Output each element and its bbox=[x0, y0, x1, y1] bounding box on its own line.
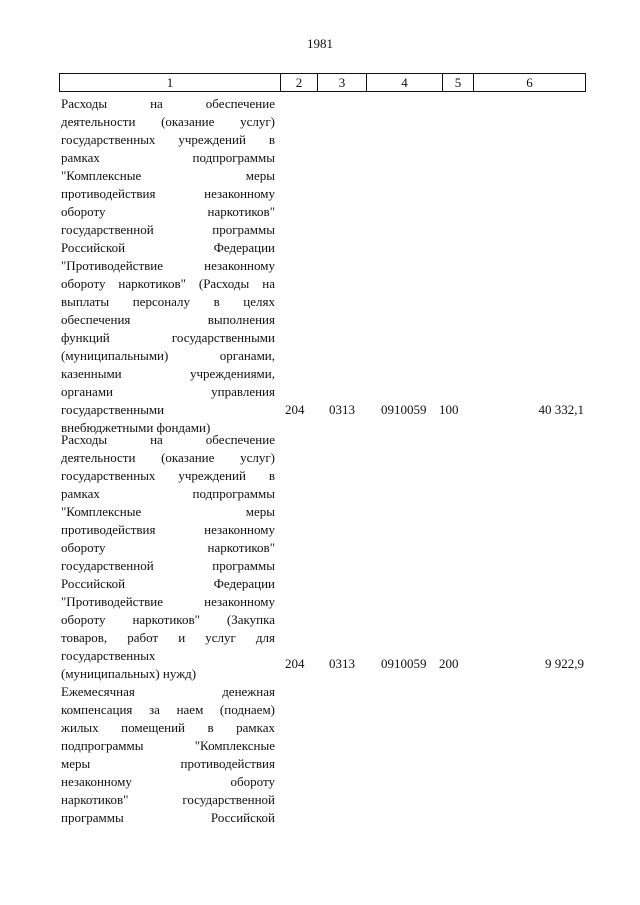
description-line: "Комплексные меры bbox=[61, 504, 275, 519]
description-line: деятельности (оказание услуг) bbox=[61, 450, 275, 465]
table-header bbox=[59, 73, 586, 92]
description-line: противодействия незаконному bbox=[61, 186, 275, 201]
table-row bbox=[59, 683, 584, 827]
description-line: Расходы на обеспечение bbox=[61, 96, 275, 111]
description-line: обороту наркотиков" bbox=[61, 204, 275, 219]
description-line: наркотиков" государственной bbox=[61, 792, 275, 807]
row-description bbox=[61, 683, 275, 827]
description-line: обороту наркотиков" bbox=[61, 540, 275, 555]
description-line: государственными bbox=[61, 402, 165, 417]
description-line: (муниципальными) органами, bbox=[61, 348, 275, 363]
header-col-3: 3 bbox=[317, 74, 366, 91]
description-line: обеспечения выполнения bbox=[61, 312, 275, 327]
cell-vr: 200 bbox=[439, 656, 459, 671]
description-line: жилых помещений в рамках bbox=[61, 720, 275, 735]
cell-sum: 40 332,1 bbox=[538, 402, 584, 417]
page-number: 1981 bbox=[307, 36, 333, 51]
row-description bbox=[61, 431, 275, 683]
description-line: Расходы на обеспечение bbox=[61, 432, 275, 447]
cell-vr: 100 bbox=[439, 402, 459, 417]
description-line: выплаты персоналу в целях bbox=[61, 294, 275, 309]
cell-target: 0910059 bbox=[381, 402, 427, 417]
description-line: Ежемесячная денежная bbox=[61, 684, 275, 699]
description-line: государственной программы bbox=[61, 558, 275, 573]
cell-section: 0313 bbox=[329, 402, 355, 417]
cell-gl: 204 bbox=[285, 656, 305, 671]
description-line: незаконному обороту bbox=[61, 774, 275, 789]
description-line: "Противодействие незаконному bbox=[61, 594, 275, 609]
table-row bbox=[59, 431, 584, 681]
row-description bbox=[61, 95, 275, 437]
table-row bbox=[59, 95, 584, 435]
description-line: государственных учреждений в bbox=[61, 468, 275, 483]
cell-sum: 9 922,9 bbox=[545, 656, 584, 671]
cell-gl: 204 bbox=[285, 402, 305, 417]
description-line: деятельности (оказание услуг) bbox=[61, 114, 275, 129]
description-line: обороту наркотиков" (Закупка bbox=[61, 612, 275, 627]
cell-section: 0313 bbox=[329, 656, 355, 671]
description-line: "Противодействие незаконному bbox=[61, 258, 275, 273]
cell-target: 0910059 bbox=[381, 656, 427, 671]
description-line: (муниципальных) нужд) bbox=[61, 666, 197, 681]
header-col-1: 1 bbox=[166, 75, 174, 90]
description-line: "Комплексные меры bbox=[61, 168, 275, 183]
description-line: государственных учреждений в bbox=[61, 132, 275, 147]
header-col-6: 6 bbox=[473, 74, 585, 91]
description-line: Российской Федерации bbox=[61, 576, 275, 591]
description-line: противодействия незаконному bbox=[61, 522, 275, 537]
header-col-4: 4 bbox=[366, 74, 442, 91]
header-col-5: 5 bbox=[442, 74, 473, 91]
header-col-2: 2 bbox=[280, 74, 317, 91]
description-line: рамках подпрограммы bbox=[61, 486, 275, 501]
description-line: программы Российской bbox=[61, 810, 275, 825]
description-line: компенсация за наем (поднаем) bbox=[61, 702, 275, 717]
description-line: меры противодействия bbox=[61, 756, 275, 771]
description-line: казенными учреждениями, bbox=[61, 366, 275, 381]
description-line: товаров, работ и услуг для bbox=[61, 630, 275, 645]
description-line: функций государственными bbox=[61, 330, 275, 345]
description-line: государственных bbox=[61, 648, 156, 663]
description-line: обороту наркотиков" (Расходы на bbox=[61, 276, 275, 291]
description-line: подпрограммы "Комплексные bbox=[61, 738, 275, 753]
description-line: рамках подпрограммы bbox=[61, 150, 275, 165]
description-line: внебюджетными фондами) bbox=[61, 420, 211, 435]
description-line: Российской Федерации bbox=[61, 240, 275, 255]
description-line: государственной программы bbox=[61, 222, 275, 237]
description-line: органами управления bbox=[61, 384, 275, 399]
